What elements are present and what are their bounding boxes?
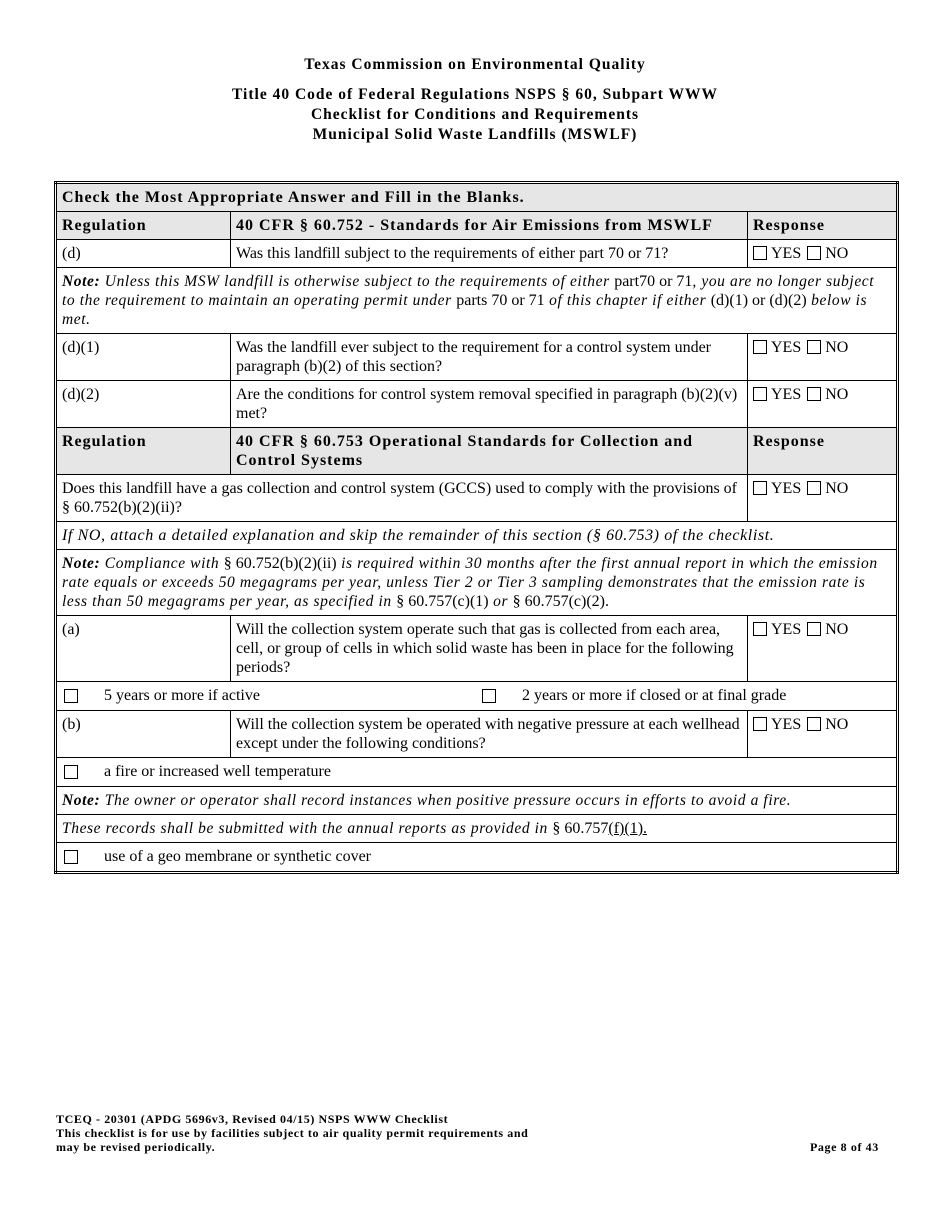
membrane-label: use of a geo membrane or synthetic cover bbox=[104, 848, 372, 865]
response-cell bbox=[748, 334, 898, 381]
section-title: 40 CFR § 60.753 Operational Standards for Collection and Control Systems bbox=[231, 428, 748, 475]
no-checkbox[interactable] bbox=[807, 481, 821, 495]
row-question: Will the collection system be operated with negative pressure at each wellhead except under the following conditions? bbox=[231, 711, 748, 758]
yes-label: YES bbox=[771, 339, 802, 356]
footer-line-3: may be revised periodically. bbox=[56, 1140, 216, 1154]
note-label: Note: bbox=[62, 555, 101, 572]
page-number: Page 8 of 43 bbox=[810, 1140, 879, 1154]
no-label: NO bbox=[825, 339, 849, 356]
fire-checkbox[interactable] bbox=[64, 765, 78, 779]
footer bbox=[56, 1112, 528, 1154]
response-cell bbox=[748, 381, 898, 428]
row-ref: (d) bbox=[56, 240, 231, 268]
records-text: These records shall be submitted with the annual reports as provided in § 60.757(f)(1). bbox=[56, 815, 898, 843]
no-checkbox[interactable] bbox=[807, 622, 821, 636]
yes-checkbox[interactable] bbox=[753, 717, 767, 731]
note: Note: The owner or operator shall record instances when positive pressure occurs in efforts to avoid a fire. bbox=[56, 787, 898, 815]
active-checkbox[interactable] bbox=[64, 689, 78, 703]
row-question: Was the landfill ever subject to the requirement for a control system under paragraph (b)(2) of this section? bbox=[231, 334, 748, 381]
table-row bbox=[56, 240, 898, 268]
instruction-row bbox=[56, 522, 898, 550]
no-label: NO bbox=[825, 480, 849, 497]
row-question: Will the collection system operate such that gas is collected from each area, cell, or group of cells in which solid waste has been in place for the following periods? bbox=[231, 616, 748, 682]
period-options bbox=[56, 682, 898, 711]
yes-label: YES bbox=[771, 386, 802, 403]
yes-checkbox[interactable] bbox=[753, 481, 767, 495]
response-cell bbox=[748, 711, 898, 758]
yes-checkbox[interactable] bbox=[753, 246, 767, 260]
row-question: Are the conditions for control system removal specified in paragraph (b)(2)(v) met? bbox=[231, 381, 748, 428]
row-ref: (d)(1) bbox=[56, 334, 231, 381]
no-checkbox[interactable] bbox=[807, 387, 821, 401]
no-label: NO bbox=[825, 716, 849, 733]
table-row bbox=[56, 475, 898, 522]
row-ref: (b) bbox=[56, 711, 231, 758]
title-line-3: Municipal Solid Waste Landfills (MSWLF) bbox=[312, 126, 638, 143]
yes-label: YES bbox=[771, 716, 802, 733]
agency-title: Texas Commission on Environmental Quality bbox=[304, 56, 646, 73]
no-label: NO bbox=[825, 621, 849, 638]
note-row bbox=[56, 550, 898, 616]
note: Note: Compliance with § 60.752(b)(2)(ii) is required within 30 months after the first annual report in which the emission rate equals or exceeds 50 megagrams per year, unless Tier 2 or Tier 3 sampling demonstrates that the emission rate is less than 50 megagrams per year, as specified in § 60.757(c)(1) or § 60.757(c)(2). bbox=[56, 550, 898, 616]
fire-label: a fire or increased well temperature bbox=[104, 763, 331, 780]
membrane-option bbox=[56, 843, 898, 873]
no-label: NO bbox=[825, 386, 849, 403]
yes-checkbox[interactable] bbox=[753, 622, 767, 636]
yes-checkbox[interactable] bbox=[753, 387, 767, 401]
response-cell bbox=[748, 475, 898, 522]
section-header-60752 bbox=[56, 212, 898, 240]
active-label: 5 years or more if active bbox=[104, 687, 260, 704]
response-cell bbox=[748, 240, 898, 268]
fire-option bbox=[56, 758, 898, 787]
no-checkbox[interactable] bbox=[807, 246, 821, 260]
if-no-instruction: If NO, attach a detailed explanation and skip the remainder of this section (§ 60.753) of the checklist. bbox=[56, 522, 898, 550]
gccs-question: Does this landfill have a gas collection and control system (GCCS) used to comply with the provisions of § 60.752(b)(2)(ii)? bbox=[56, 475, 748, 522]
table-row bbox=[56, 381, 898, 428]
note-row bbox=[56, 268, 898, 334]
note-label: Note: bbox=[62, 792, 101, 809]
title-line-1: Title 40 Code of Federal Regulations NSPS § 60, Subpart WWW bbox=[232, 86, 718, 103]
records-row bbox=[56, 815, 898, 843]
no-label: NO bbox=[825, 245, 849, 262]
no-checkbox[interactable] bbox=[807, 340, 821, 354]
table-row bbox=[56, 334, 898, 381]
yes-label: YES bbox=[771, 621, 802, 638]
option-row bbox=[56, 758, 898, 787]
note-label: Note: bbox=[62, 273, 101, 290]
footer-line-2: This checklist is for use by facilities subject to air quality permit requirements and bbox=[56, 1126, 529, 1140]
section-title: 40 CFR § 60.752 - Standards for Air Emissions from MSWLF bbox=[231, 212, 748, 240]
note: Note: Unless this MSW landfill is otherwise subject to the requirements of either part70 or 71, you are no longer subject to the requirement to maintain an operating permit under parts 70 or 71 of this chapter if either (d)(1) or (d)(2) below is met. bbox=[56, 268, 898, 334]
option-row bbox=[56, 843, 898, 873]
col-regulation: Regulation bbox=[56, 428, 231, 475]
yes-label: YES bbox=[771, 480, 802, 497]
table-row bbox=[56, 711, 898, 758]
no-checkbox[interactable] bbox=[807, 717, 821, 731]
footer-form-id: TCEQ - 20301 (APDG 5696v3, Revised 04/15) NSPS WWW Checklist bbox=[56, 1112, 449, 1126]
checklist-table bbox=[54, 181, 899, 874]
table-row bbox=[56, 616, 898, 682]
membrane-checkbox[interactable] bbox=[64, 850, 78, 864]
yes-label: YES bbox=[771, 245, 802, 262]
col-response: Response bbox=[748, 212, 898, 240]
closed-label: 2 years or more if closed or at final grade bbox=[522, 687, 787, 704]
instructions: Check the Most Appropriate Answer and Fill in the Blanks. bbox=[56, 183, 898, 212]
note-row bbox=[56, 787, 898, 815]
col-response: Response bbox=[748, 428, 898, 475]
row-question: Was this landfill subject to the requirements of either part 70 or 71? bbox=[231, 240, 748, 268]
response-cell bbox=[748, 616, 898, 682]
option-row bbox=[56, 682, 898, 711]
document-title bbox=[0, 85, 950, 145]
section-header-60753 bbox=[56, 428, 898, 475]
col-regulation: Regulation bbox=[56, 212, 231, 240]
row-ref: (d)(2) bbox=[56, 381, 231, 428]
closed-checkbox[interactable] bbox=[482, 689, 496, 703]
row-ref: (a) bbox=[56, 616, 231, 682]
title-line-2: Checklist for Conditions and Requirements bbox=[310, 106, 640, 123]
yes-checkbox[interactable] bbox=[753, 340, 767, 354]
